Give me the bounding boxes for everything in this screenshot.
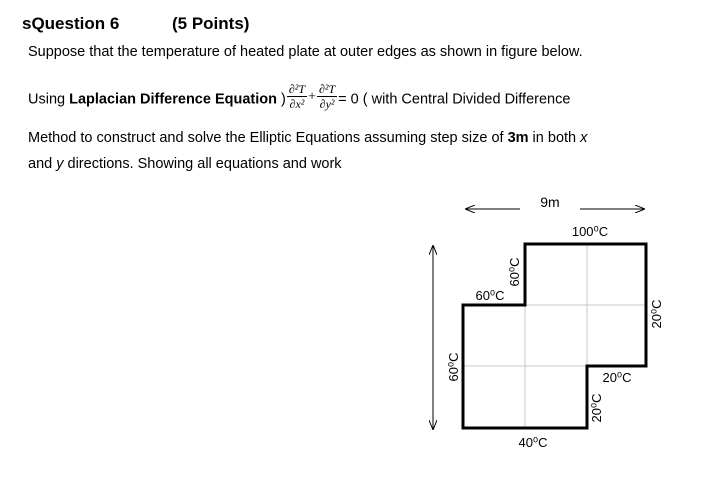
question-points: (5 Points) [172,14,250,33]
line3-mid: in both [528,130,581,146]
fraction-x-denominator: ∂x² [289,97,305,111]
grid-lines [463,244,646,428]
fraction-y-denominator: ∂y² [319,97,335,111]
notch-vertical-label: 60⁰C [507,257,522,287]
top-boundary-label: 100⁰C [571,224,609,239]
notch-horizontal-label: 60⁰C [475,288,505,303]
right-boundary-label: 20⁰C [649,299,664,329]
bottom-boundary-label: 40⁰C [518,435,548,450]
width-label: 9m [540,194,560,210]
line4-prefix: and [28,156,57,172]
step-top-label: 20⁰C [602,370,632,385]
step-vertical-label: 20⁰C [589,393,604,423]
question-title: sQuestion 6 [22,14,120,33]
plate-boundary [463,244,646,428]
fraction-x-numerator: ∂²T [288,82,306,96]
y-variable: y [56,156,64,172]
step-size: 3m [507,130,529,146]
laplacian-term: Laplacian Difference Equation [69,91,277,108]
line4-rest: directions. Showing all equations and work [63,156,342,172]
x-variable: x [580,130,588,146]
left-boundary-label: 60⁰C [446,352,461,382]
problem-line-1: Suppose that the temperature of heated plate at outer edges as shown in figure below. [28,44,583,60]
fraction-y-numerator: ∂²T [318,82,336,96]
paren-open: ) [277,91,286,108]
line2-prefix: Using [28,91,70,108]
line3-prefix: Method to construct and solve the Elliptic Equations assuming step size of [28,130,508,146]
plus-sign: + [308,89,316,105]
line2-tail: = 0 ( with Central Divided Difference [338,91,571,108]
